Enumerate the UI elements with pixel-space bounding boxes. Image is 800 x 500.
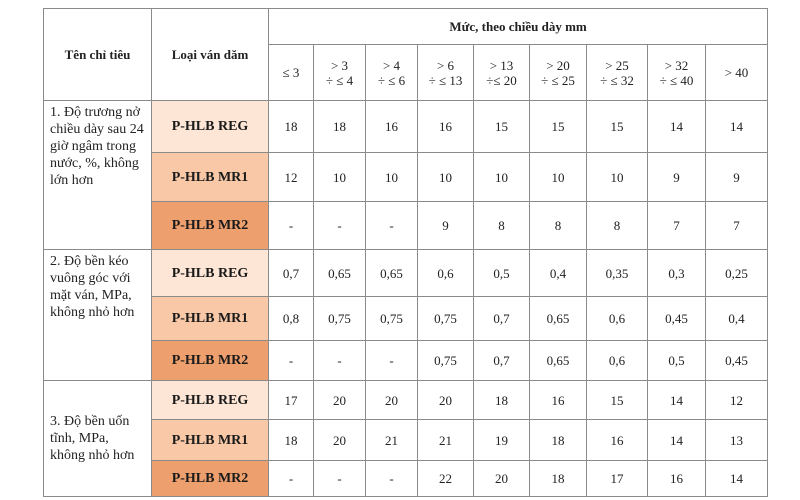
value-cell: 20: [314, 420, 366, 461]
table-row: [44, 297, 768, 341]
value-cell: 9: [418, 202, 474, 250]
thickness-group-header: Mức, theo chiều dày mm: [269, 9, 768, 45]
grade-cell: P-HLB MR2: [152, 461, 269, 497]
thickness-range-header: [587, 45, 648, 101]
value-cell: 14: [706, 101, 768, 153]
value-cell: 10: [418, 153, 474, 202]
value-cell: -: [314, 202, 366, 250]
value-cell: 17: [587, 461, 648, 497]
value-cell: 0,5: [474, 250, 530, 297]
thickness-range-line2: ÷ ≤ 13: [428, 72, 463, 88]
thickness-range-line1: > 25: [605, 57, 629, 73]
specification-table: [43, 8, 768, 497]
thickness-range-header: [269, 45, 314, 101]
value-cell: 18: [269, 420, 314, 461]
value-cell: 0,25: [706, 250, 768, 297]
value-cell: 20: [314, 381, 366, 420]
grade-cell: P-HLB REG: [152, 250, 269, 297]
value-cell: 10: [366, 153, 418, 202]
value-cell: 0,4: [706, 297, 768, 341]
value-cell: 15: [587, 101, 648, 153]
value-cell: 20: [418, 381, 474, 420]
value-cell: 17: [269, 381, 314, 420]
table-row: [44, 461, 768, 497]
value-cell: 0,45: [648, 297, 706, 341]
value-cell: 15: [474, 101, 530, 153]
value-cell: 0,6: [587, 297, 648, 341]
value-cell: -: [269, 202, 314, 250]
thickness-range-header: [314, 45, 366, 101]
thickness-range-line2: ÷ ≤ 25: [541, 72, 575, 88]
value-cell: 10: [314, 153, 366, 202]
value-cell: 0,3: [648, 250, 706, 297]
value-cell: 14: [648, 381, 706, 420]
thickness-range-header: [474, 45, 530, 101]
value-cell: 0,65: [530, 341, 587, 381]
thickness-range-line1: > 40: [724, 65, 749, 80]
value-cell: 18: [530, 461, 587, 497]
grade-column-header: Loại ván dăm: [152, 9, 269, 101]
value-cell: 8: [587, 202, 648, 250]
value-cell: 0,75: [314, 297, 366, 341]
grade-cell: P-HLB REG: [152, 381, 269, 420]
value-cell: 10: [587, 153, 648, 202]
value-cell: 18: [530, 420, 587, 461]
thickness-range-line1: > 32: [664, 57, 689, 73]
grade-cell: P-HLB MR2: [152, 202, 269, 250]
header-row-1: [44, 9, 768, 45]
value-cell: 0,65: [314, 250, 366, 297]
value-cell: 9: [706, 153, 768, 202]
value-cell: 0,65: [530, 297, 587, 341]
value-cell: 20: [366, 381, 418, 420]
thickness-range-line2: ÷ ≤ 40: [659, 72, 694, 88]
criterion-cell: 1. Độ trương nở chiều dày sau 24 giờ ngâm trong nước, %, không lớn hơn: [44, 101, 152, 250]
value-cell: 14: [706, 461, 768, 497]
value-cell: 16: [648, 461, 706, 497]
table-row: [44, 153, 768, 202]
value-cell: 0,75: [418, 297, 474, 341]
thickness-range-header: [366, 45, 418, 101]
value-cell: 0,8: [269, 297, 314, 341]
value-cell: 7: [706, 202, 768, 250]
thickness-range-line2: ÷≤ 20: [486, 72, 517, 88]
value-cell: 22: [418, 461, 474, 497]
value-cell: 10: [530, 153, 587, 202]
value-cell: -: [366, 341, 418, 381]
thickness-range-line1: > 6: [436, 57, 455, 73]
value-cell: 15: [587, 381, 648, 420]
value-cell: 0,6: [418, 250, 474, 297]
grade-cell: P-HLB MR1: [152, 153, 269, 202]
value-cell: 19: [474, 420, 530, 461]
value-cell: 16: [418, 101, 474, 153]
thickness-range-line2: ÷ ≤ 4: [325, 72, 354, 88]
value-cell: 10: [474, 153, 530, 202]
value-cell: 15: [530, 101, 587, 153]
value-cell: 16: [366, 101, 418, 153]
value-cell: -: [366, 461, 418, 497]
value-cell: 21: [418, 420, 474, 461]
grade-cell: P-HLB REG: [152, 101, 269, 153]
thickness-range-header: [706, 45, 768, 101]
value-cell: 9: [648, 153, 706, 202]
table-row: [44, 381, 768, 420]
table-row: [44, 341, 768, 381]
value-cell: -: [269, 461, 314, 497]
value-cell: 0,4: [530, 250, 587, 297]
thickness-range-line1: > 3: [330, 57, 349, 73]
table-row: [44, 202, 768, 250]
value-cell: 21: [366, 420, 418, 461]
table-row: [44, 420, 768, 461]
value-cell: 8: [474, 202, 530, 250]
thickness-range-line2: ÷ ≤ 6: [377, 72, 406, 88]
criterion-cell: 2. Độ bền kéo vuông góc với mặt ván, MPa, không nhỏ hơn: [44, 250, 152, 381]
criteria-column-header: Tên chỉ tiêu: [44, 9, 152, 101]
table-row: [44, 250, 768, 297]
value-cell: 7: [648, 202, 706, 250]
thickness-range-line1: > 4: [382, 57, 401, 73]
value-cell: 16: [530, 381, 587, 420]
value-cell: 8: [530, 202, 587, 250]
thickness-range-header: [418, 45, 474, 101]
value-cell: -: [366, 202, 418, 250]
value-cell: 18: [314, 101, 366, 153]
value-cell: 18: [269, 101, 314, 153]
value-cell: 0,45: [706, 341, 768, 381]
value-cell: 13: [706, 420, 768, 461]
value-cell: 0,6: [587, 341, 648, 381]
thickness-range-line1: ≤ 3: [282, 65, 300, 80]
value-cell: 0,75: [418, 341, 474, 381]
value-cell: 0,65: [366, 250, 418, 297]
value-cell: 16: [587, 420, 648, 461]
value-cell: 20: [474, 461, 530, 497]
grade-cell: P-HLB MR1: [152, 297, 269, 341]
grade-cell: P-HLB MR2: [152, 341, 269, 381]
criterion-cell: 3. Độ bền uốn tĩnh, MPa, không nhỏ hơn: [44, 381, 152, 497]
thickness-range-line2: ÷ ≤ 32: [600, 72, 634, 88]
value-cell: 12: [269, 153, 314, 202]
value-cell: 14: [648, 101, 706, 153]
grade-cell: P-HLB MR1: [152, 420, 269, 461]
value-cell: 0,35: [587, 250, 648, 297]
value-cell: 14: [648, 420, 706, 461]
thickness-range-line1: > 20: [546, 57, 570, 73]
value-cell: 0,75: [366, 297, 418, 341]
value-cell: 0,7: [269, 250, 314, 297]
value-cell: 12: [706, 381, 768, 420]
value-cell: -: [314, 341, 366, 381]
value-cell: -: [314, 461, 366, 497]
thickness-range-header: [530, 45, 587, 101]
thickness-range-header: [648, 45, 706, 101]
value-cell: 0,7: [474, 341, 530, 381]
value-cell: -: [269, 341, 314, 381]
thickness-range-line1: > 13: [489, 57, 514, 73]
value-cell: 18: [474, 381, 530, 420]
table-row: [44, 101, 768, 153]
value-cell: 0,7: [474, 297, 530, 341]
value-cell: 0,5: [648, 341, 706, 381]
